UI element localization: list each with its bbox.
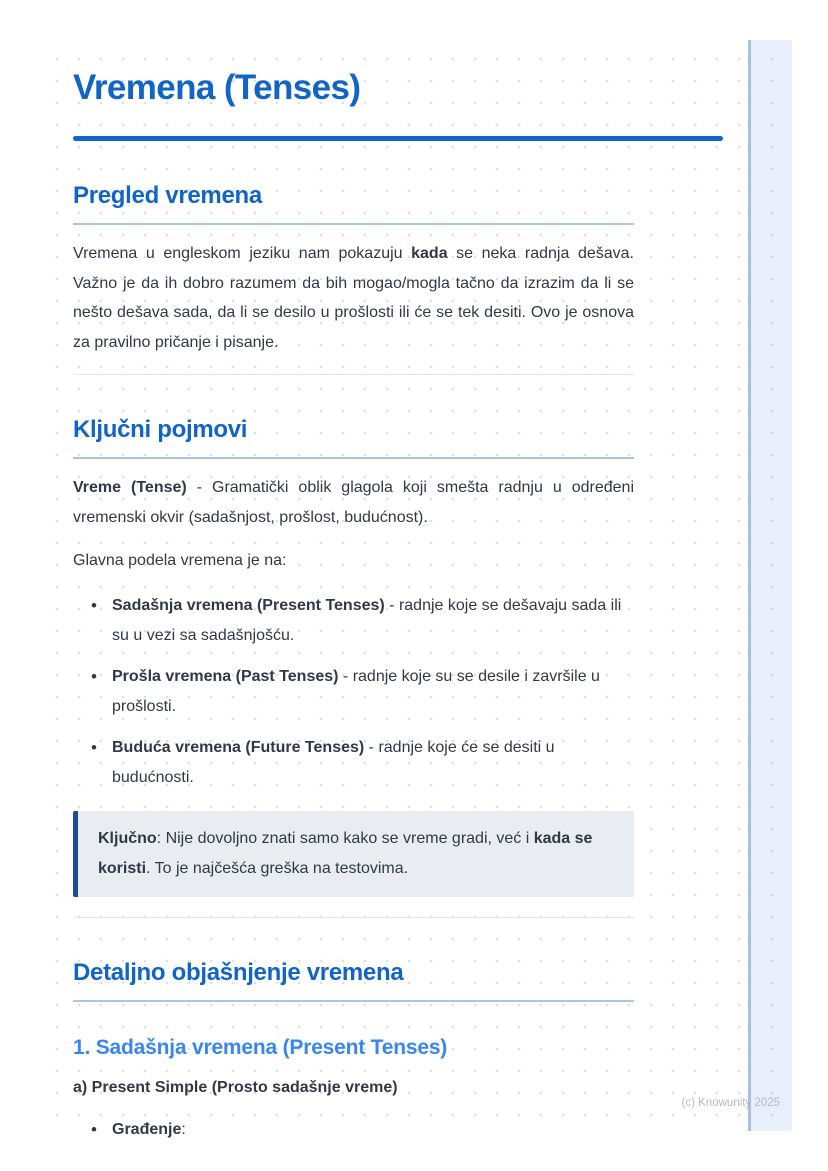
callout-text: Ključno: Nije dovoljno znati samo kako se vreme gradi, već i kada se koristi. To je najčešća greška na testovima. bbox=[98, 829, 593, 877]
overview-paragraph: Vremena u engleskom jeziku nam pokazuju kada se neka radnja dešava. Važno je da ih dobro razumem da bih mogao/mogla tačno da izrazim da li se nešto dešava sada, da li se desilo u prošlosti ili će se tek desiti. Ovo je osnova za pravilno pričanje i pisanje. bbox=[73, 245, 634, 351]
document-content bbox=[73, 40, 634, 1145]
section-divider bbox=[73, 917, 634, 918]
list-item-construction: • Građenje: bbox=[73, 1115, 634, 1145]
definition-paragraph: Vreme (Tense) - Gramatički oblik glagola koji smešta radnju u određeni vremenski okvir (sadašnjost, prošlost, budućnost). bbox=[73, 479, 634, 526]
footer-copyright: (c) Knowunity 2025 bbox=[681, 1097, 780, 1109]
list-item-future-tenses: • Buduća vremena (Future Tenses) - radnje koje će se desiti u budućnosti. bbox=[73, 733, 634, 793]
construction-list bbox=[73, 1115, 634, 1145]
list-intro: Glavna podela vremena je na: bbox=[73, 552, 287, 569]
section-heading-key-concepts: Ključni pojmovi bbox=[73, 416, 248, 443]
list-item-past-tenses: • Prošla vremena (Past Tenses) - radnje koje su se desile i završile u prošlosti. bbox=[73, 662, 634, 722]
subsection-heading-present-tenses: 1. Sadašnja vremena (Present Tenses) bbox=[73, 1035, 448, 1059]
tense-type-list bbox=[73, 591, 634, 793]
heading-underline bbox=[73, 1000, 634, 1002]
notebook-margin-strip bbox=[748, 40, 792, 1131]
heading-underline bbox=[73, 223, 634, 225]
section-heading-detailed: Detaljno objašnjenje vremena bbox=[73, 958, 404, 986]
document-page bbox=[40, 40, 792, 1138]
callout-box bbox=[73, 811, 634, 897]
section-heading-overview: Pregled vremena bbox=[73, 182, 262, 209]
heading-underline bbox=[73, 457, 634, 459]
list-item-present-tenses: • Sadašnja vremena (Present Tenses) - radnje koje se dešavaju sada ili su u vezi sa sadašnjošću. bbox=[73, 591, 634, 651]
subheading-present-simple: a) Present Simple (Prosto sadašnje vreme) bbox=[73, 1078, 398, 1096]
section-divider bbox=[73, 374, 634, 375]
title-rule bbox=[73, 136, 723, 141]
document-title: Vremena (Tenses) bbox=[73, 68, 361, 107]
